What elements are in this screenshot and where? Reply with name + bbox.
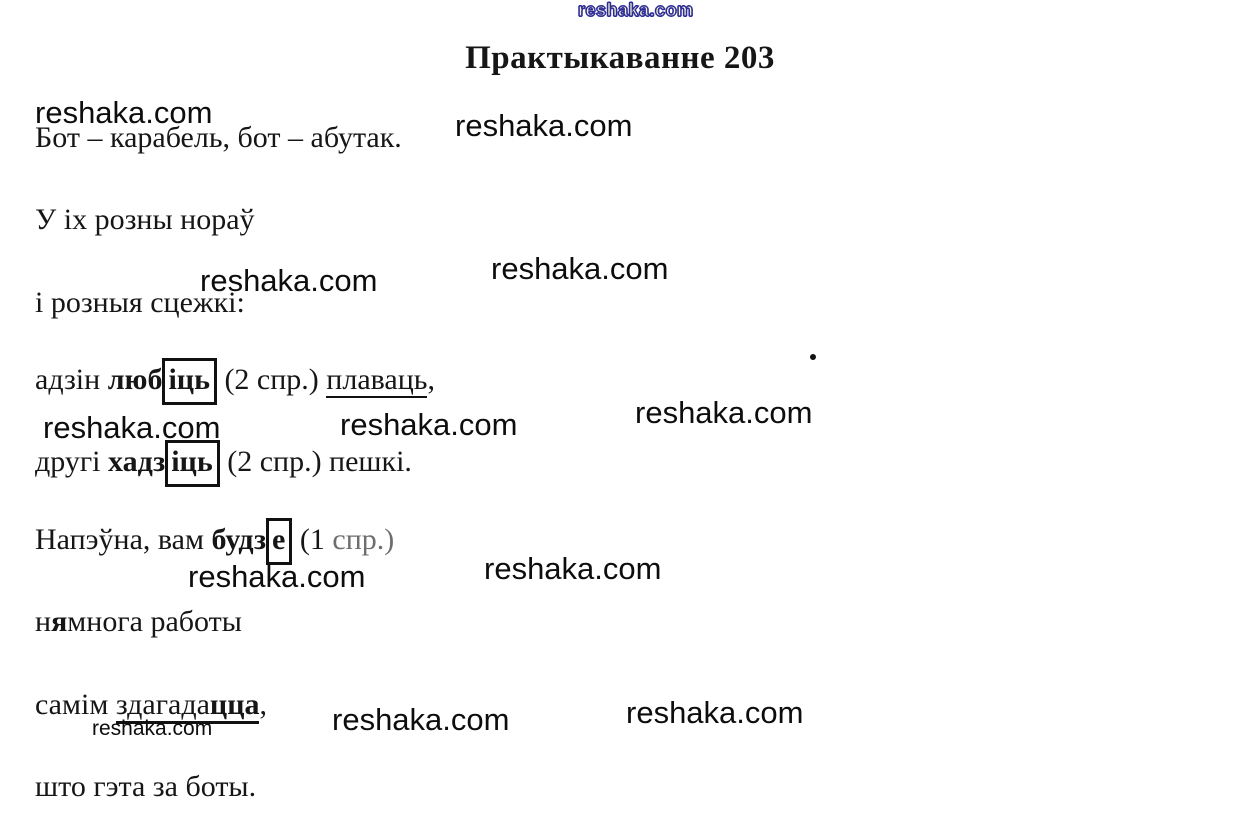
text-segment: хадз bbox=[108, 445, 166, 478]
text-segment: іць bbox=[165, 440, 219, 487]
text-segment: я bbox=[51, 605, 68, 638]
watermark: reshaka.com bbox=[43, 410, 221, 445]
text-segment: цца bbox=[210, 688, 260, 724]
watermark: reshaka.com bbox=[92, 717, 213, 740]
line-shto-heta-za-boty bbox=[35, 770, 256, 803]
text-segment: , bbox=[259, 688, 267, 721]
text-segment: (1 bbox=[292, 523, 333, 556]
watermark: reshaka.com bbox=[455, 108, 633, 143]
line-druhi-khadzic bbox=[35, 445, 412, 478]
text-segment: е bbox=[266, 518, 292, 565]
text-segment: Напэўна, вам bbox=[35, 523, 212, 556]
line-adzin-liubic bbox=[35, 363, 435, 396]
watermark: reshaka.com bbox=[484, 551, 662, 586]
watermark: reshaka.com bbox=[626, 695, 804, 730]
watermark: reshaka.com bbox=[188, 559, 366, 594]
watermark: reshaka.com bbox=[491, 251, 669, 286]
line-napeuna-budze bbox=[35, 523, 394, 556]
text-segment: У іх розны нораў bbox=[35, 203, 255, 236]
ink-dot-artifact bbox=[810, 354, 816, 360]
text-segment: (2 спр.) bbox=[216, 363, 327, 396]
text-segment: , bbox=[427, 363, 435, 396]
text-segment: будз bbox=[211, 523, 267, 556]
line-rozny-norau bbox=[35, 203, 255, 236]
text-segment: плаваць bbox=[326, 363, 428, 396]
watermark: reshaka.com bbox=[200, 263, 378, 298]
watermark: reshaka.com bbox=[635, 395, 813, 430]
text-segment: адзін bbox=[35, 363, 108, 396]
watermark-top: reshaka.com bbox=[578, 0, 694, 20]
text-segment: (2 спр.) пешкі. bbox=[219, 445, 412, 478]
watermark: reshaka.com bbox=[35, 95, 213, 130]
watermark: reshaka.com bbox=[340, 407, 518, 442]
text-segment: другі bbox=[35, 445, 109, 478]
text-segment: іць bbox=[162, 358, 216, 405]
text-segment: люб bbox=[107, 363, 163, 396]
text-segment: Бот – карабель, бот – абутак. bbox=[35, 121, 402, 154]
text-segment: н bbox=[35, 605, 52, 638]
watermark: reshaka.com bbox=[332, 702, 510, 737]
text-segment: здагада bbox=[116, 688, 210, 724]
text-segment: спр.) bbox=[332, 523, 395, 556]
text-segment: і розныя сцежкі: bbox=[35, 286, 245, 319]
exercise-title: Практыкаванне 203 bbox=[465, 40, 775, 76]
text-segment: самім bbox=[35, 688, 116, 721]
text-segment: што гэта за боты. bbox=[35, 770, 257, 803]
text-segment: многа работы bbox=[67, 605, 242, 638]
line-niamnoha-raboty bbox=[35, 605, 242, 638]
